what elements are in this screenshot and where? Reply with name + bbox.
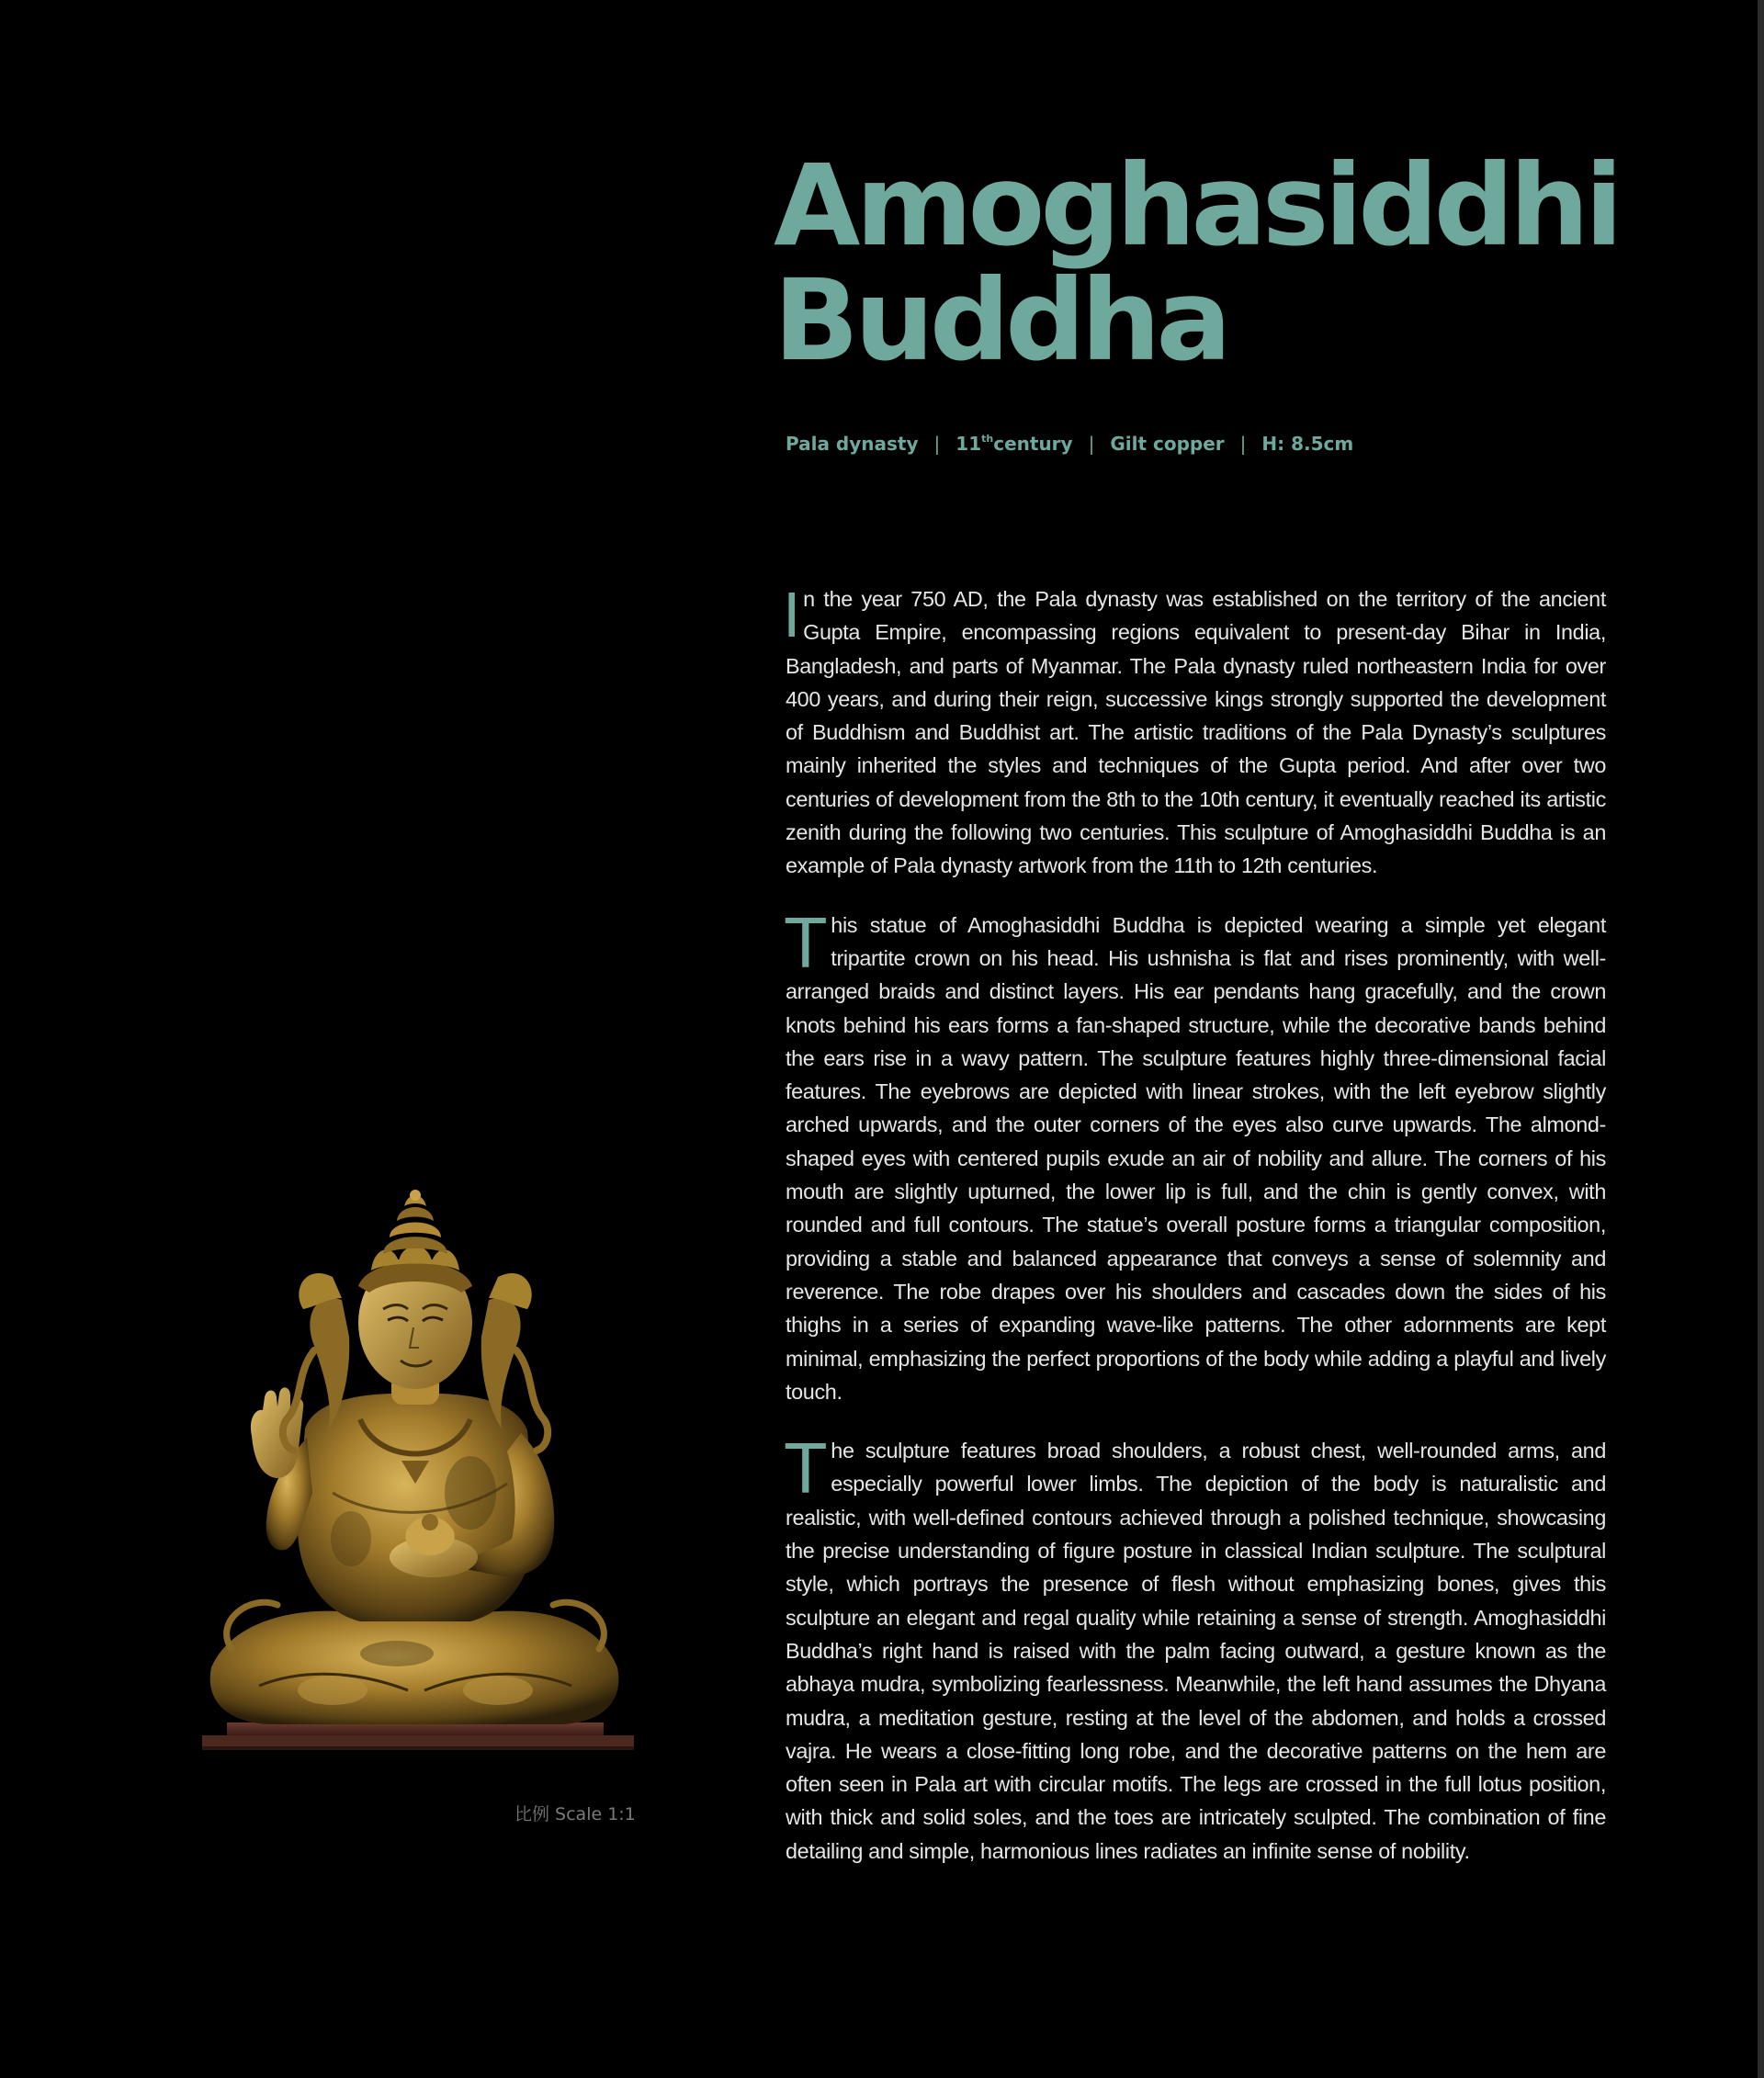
- meta-century: [956, 433, 1072, 455]
- buddha-statue-image: [195, 1190, 636, 1759]
- artwork-meta-line: [786, 430, 1353, 457]
- drop-cap: T: [784, 1428, 828, 1509]
- paragraph-text: he sculpture features broad shoulders, a robust chest, well-rounded arms, and especially powerful lower limbs. The depiction of the body is naturalistic and realistic, with well-defined contours achieved through a polished technique, showcasing the precise understanding of figure posture in classical Indian sculpture. The sculptural style, which portrays the presence of flesh without emphasizing bones, gives this sculpture an elegant and regal quality while retaining a sense of strength. Amoghasiddhi Buddha’s right hand is raised with the palm facing outward, a gesture known as the abhaya mudra, symbolizing fearlessness. Meanwhile, the left hand assumes the Dhyana mudra, a meditation gesture, resting at the level of the abdomen, and holds a crossed vajra. He wears a close-fitting long robe, and the decorative patterns on the hem are often seen in Pala art with circular motifs. The legs are crossed in the full lotus position, with thick and solid soles, and the toes are intricately sculpted. The combination of fine detailing and simple, harmonious lines radiates an infinite sense of nobility.: [786, 1439, 1606, 1863]
- paragraph-1: [783, 579, 1606, 883]
- paragraph-3: [784, 1428, 1606, 1868]
- drop-cap: I: [783, 579, 801, 650]
- page-title: [774, 141, 1619, 386]
- page-edge-strip: [1758, 0, 1764, 2078]
- paragraph-text: his statue of Amoghasiddhi Buddha is depicted wearing a simple yet elegant tripartite crown on his head. His ushnisha is flat and rises prominently, with well-arranged braids and distinct layers. His ear pendants hang gracefully, and the crown knots behind his ears forms a fan-shaped structure, while the decorative bands behind the ears rise in a wavy pattern. The sculpture features highly three-dimensional facial features. The eyebrows are depicted with linear strokes, with the left eyebrow slightly arched upwards, and the outer corners of the eyes also curve upwards. The almond-shaped eyes with centered pupils exude an air of nobility and allure. The corners of his mouth are slightly upturned, the lower lip is full, and the chin is gently convex, with rounded and full contours. The statue’s overall posture forms a triangular composition, providing a stable and balanced appearance that conveys a sense of solemnity and reverence. The robe drapes over his shoulders and cascades down the sides of his thighs in a series of expanding wave-like patterns. The other adornments are kept minimal, emphasizing the perfect proportions of the body while adding a playful and lively touch.: [786, 912, 1606, 1404]
- title-line-1: Amoghasiddhi: [774, 141, 1619, 271]
- meta-material: Gilt copper: [1110, 433, 1225, 455]
- paragraph-2: [784, 901, 1606, 1408]
- article-body: [783, 579, 1606, 1893]
- meta-century-number: 11: [956, 433, 982, 455]
- meta-separator: |: [1239, 433, 1247, 455]
- meta-century-suffix: th: [981, 433, 994, 445]
- meta-separator: |: [1088, 433, 1095, 455]
- meta-separator: |: [933, 433, 941, 455]
- drop-cap: T: [784, 901, 828, 983]
- meta-height: H: 8.5cm: [1261, 433, 1354, 455]
- meta-century-word: century: [993, 433, 1073, 455]
- scale-caption: 比例 Scale 1:1: [514, 1804, 636, 1824]
- title-line-2: Buddha: [774, 255, 1227, 386]
- paragraph-text: n the year 750 AD, the Pala dynasty was established on the territory of the ancient Gupta Empire, encompassing regions equivalent to present-day Bihar in India, Bangladesh, and parts of Myanmar. The Pala dynasty ruled northeastern India for over 400 years, and during their reign, successive kings strongly supported the development of Buddhism and Buddhist art. The artistic traditions of the Pala Dynasty’s sculptures mainly inherited the styles and techniques of the Gupta period. And after over two centuries of development from the 8th to the 10th century, it eventually reached its artistic zenith during the following two centuries. This sculpture of Amoghasiddhi Buddha is an example of Pala dynasty artwork from the 11th to 12th centuries.: [786, 587, 1606, 878]
- meta-dynasty: Pala dynasty: [786, 433, 919, 455]
